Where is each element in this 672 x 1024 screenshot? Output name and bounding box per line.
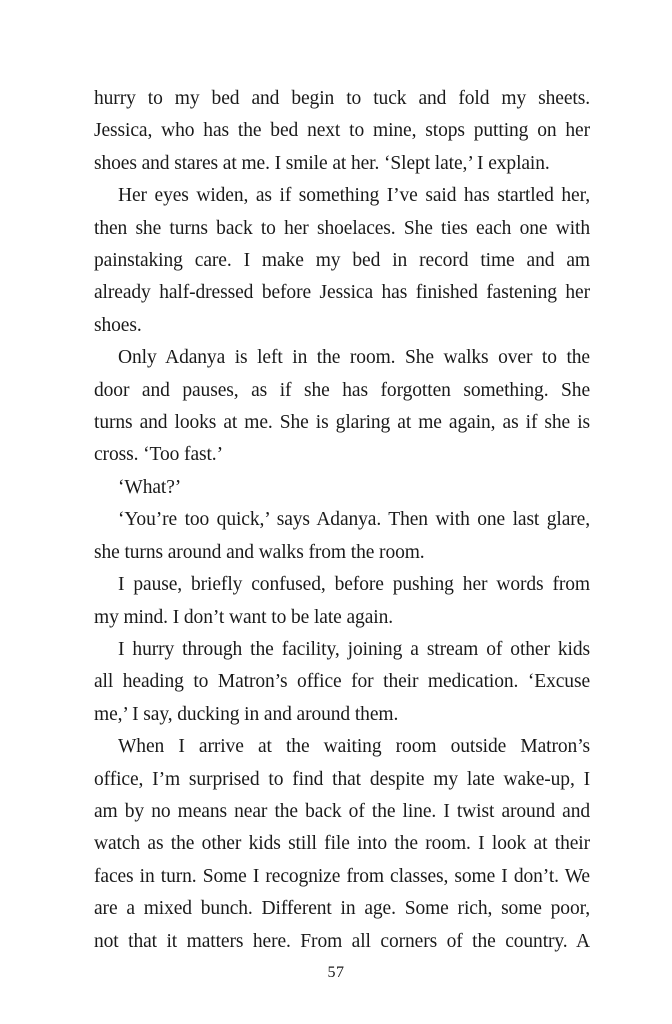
text-line: Her eyes widen, as if something I’ve said has startled her,: [118, 185, 590, 207]
text-line: shoes.: [94, 314, 142, 336]
page-number: 57: [327, 964, 345, 981]
text-line: already half-dressed before Jessica has finished fastening her: [94, 282, 590, 304]
text-line: are a mixed bunch. Different in age. Some rich, some poor,: [94, 898, 590, 920]
text-line: faces in turn. Some I recognize from classes, some I don’t. We: [94, 865, 590, 887]
text-line: Only Adanya is left in the room. She walks over to the: [118, 347, 590, 369]
text-line: office, I’m surprised to find that despite my late wake-up, I: [94, 768, 590, 790]
text-line: all heading to Matron’s office for their medication. ‘Excuse: [94, 671, 590, 693]
text-line: shoes and stares at me. I smile at her. ‘Slept late,’ I explain.: [94, 152, 550, 174]
text-line: then she turns back to her shoelaces. She ties each one with: [94, 217, 590, 239]
text-line: When I arrive at the waiting room outside Matron’s: [118, 736, 590, 758]
text-line: turns and looks at me. She is glaring at me again, as if she is: [94, 412, 590, 434]
text-line: my mind. I don’t want to be late again.: [94, 606, 394, 628]
text-line: cross. ‘Too fast.’: [94, 444, 223, 466]
text-line: not that it matters here. From all corners of the country. A: [94, 930, 590, 952]
text-line: hurry to my bed and begin to tuck and fold my sheets.: [94, 88, 590, 109]
text-line: she turns around and walks from the room.: [94, 541, 425, 563]
text-line: I hurry through the facility, joining a stream of other kids: [118, 638, 590, 660]
text-line: ‘You’re too quick,’ says Adanya. Then with one last glare,: [118, 509, 590, 531]
text-line: am by no means near the back of the line. I twist around and: [94, 800, 590, 822]
text-line: Jessica, who has the bed next to mine, stops putting on her: [94, 120, 590, 142]
text-line: ‘What?’: [118, 476, 182, 498]
text-line: watch as the other kids still file into the room. I look at their: [94, 833, 590, 855]
text-line: door and pauses, as if she has forgotten something. She: [94, 379, 590, 401]
text-line: I pause, briefly confused, before pushing her words from: [118, 574, 590, 596]
text-line: painstaking care. I make my bed in record time and am: [94, 250, 590, 272]
text-line: me,’ I say, ducking in and around them.: [94, 703, 399, 725]
body-text: [94, 83, 590, 958]
book-page-body: [94, 83, 590, 958]
